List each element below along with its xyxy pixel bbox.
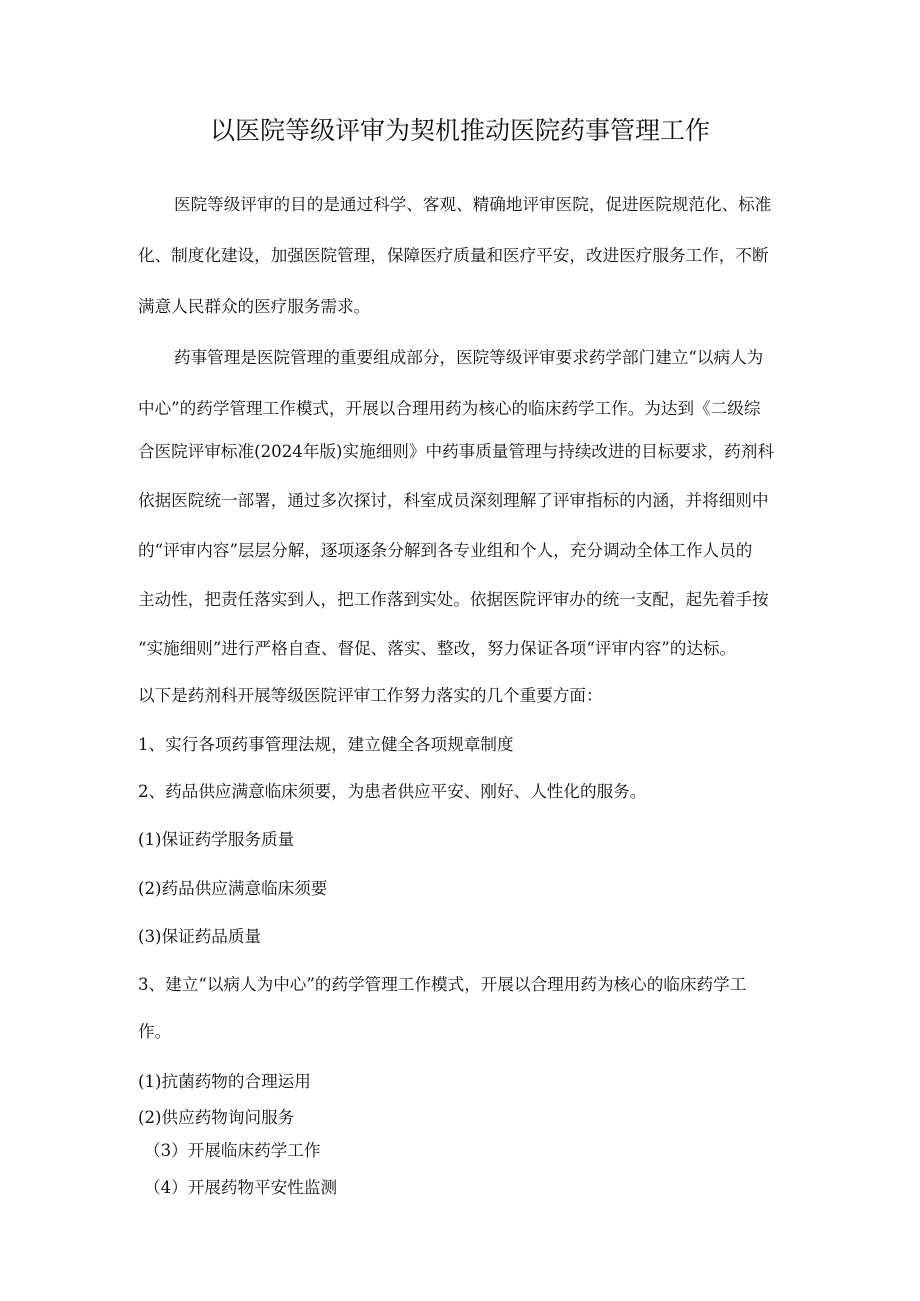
paragraph-2-line-8: 以下是药剂科开展等级医院评审工作努力落实的几个重要方面： (138, 686, 603, 705)
list-item-2-sub-1: (1)保证药学服务质量 (138, 830, 295, 849)
paragraph-2-line-1: 药事管理是医院管理的重要组成部分，医院等级评审要求药学部门建立“以病人为 (174, 348, 764, 367)
list-item-3-sub-4: （4）开展药物平安性监测 (144, 1178, 338, 1197)
paragraph-2-line-6: 主动性，把责任落实到人，把工作落到实处。依据医院评审办的统一支配，起先着手按 (138, 590, 769, 609)
list-item-2-sub-2: (2)药品供应满意临床须要 (138, 879, 328, 898)
paragraph-2-line-4: 依据医院统一部署，通过多次探讨，科室成员深刻理解了评审指标的内涵，并将细则中 (138, 491, 769, 510)
list-item-3-line-2: 作。 (138, 1022, 172, 1041)
list-item-2-sub-3: (3)保证药品质量 (138, 927, 262, 946)
document-title: 以医院等级评审为契机推动医院药事管理工作 (209, 116, 710, 145)
paragraph-2-line-7: “实施细则”进行严格自查、督促、落实、整改，努力保证各项“评审内容”的达标。 (138, 639, 737, 658)
paragraph-2-line-2: 中心”的药学管理工作模式，开展以合理用药为核心的临床药学工作。为达到《二级综 (138, 399, 761, 418)
list-item-3-sub-3: （3）开展临床药学工作 (144, 1141, 321, 1160)
list-item-3-sub-2: (2)供应药物询问服务 (138, 1108, 295, 1127)
paragraph-2-line-3: 合医院评审标准(2024年版)实施细则》中药事质量管理与持续改进的目标要求，药剂科 (138, 442, 774, 461)
paragraph-1-line-1: 医院等级评审的目的是通过科学、客观、精确地评审医院，促进医院规范化、标准 (174, 195, 772, 214)
list-item-3-sub-1: (1)抗菌药物的合理运用 (138, 1072, 311, 1091)
paragraph-2-line-5: 的“评审内容”层层分解，逐项逐条分解到各专业组和个人，充分调动全体工作人员的 (138, 541, 753, 560)
list-item-3-line-1: 3、建立“以病人为中心”的药学管理工作模式，开展以合理用药为核心的临床药学工 (138, 975, 747, 994)
paragraph-1-line-2: 化、制度化建设，加强医院管理，保障医疗质量和医疗平安，改进医疗服务工作，不断 (138, 246, 769, 265)
list-item-2: 2、药品供应满意临床须要，为患者供应平安、刚好、人性化的服务。 (138, 782, 647, 801)
paragraph-1-line-3: 满意人民群众的医疗服务需求。 (138, 297, 371, 316)
list-item-1: 1、实行各项药事管理法规，建立健全各项规章制度 (138, 735, 514, 754)
